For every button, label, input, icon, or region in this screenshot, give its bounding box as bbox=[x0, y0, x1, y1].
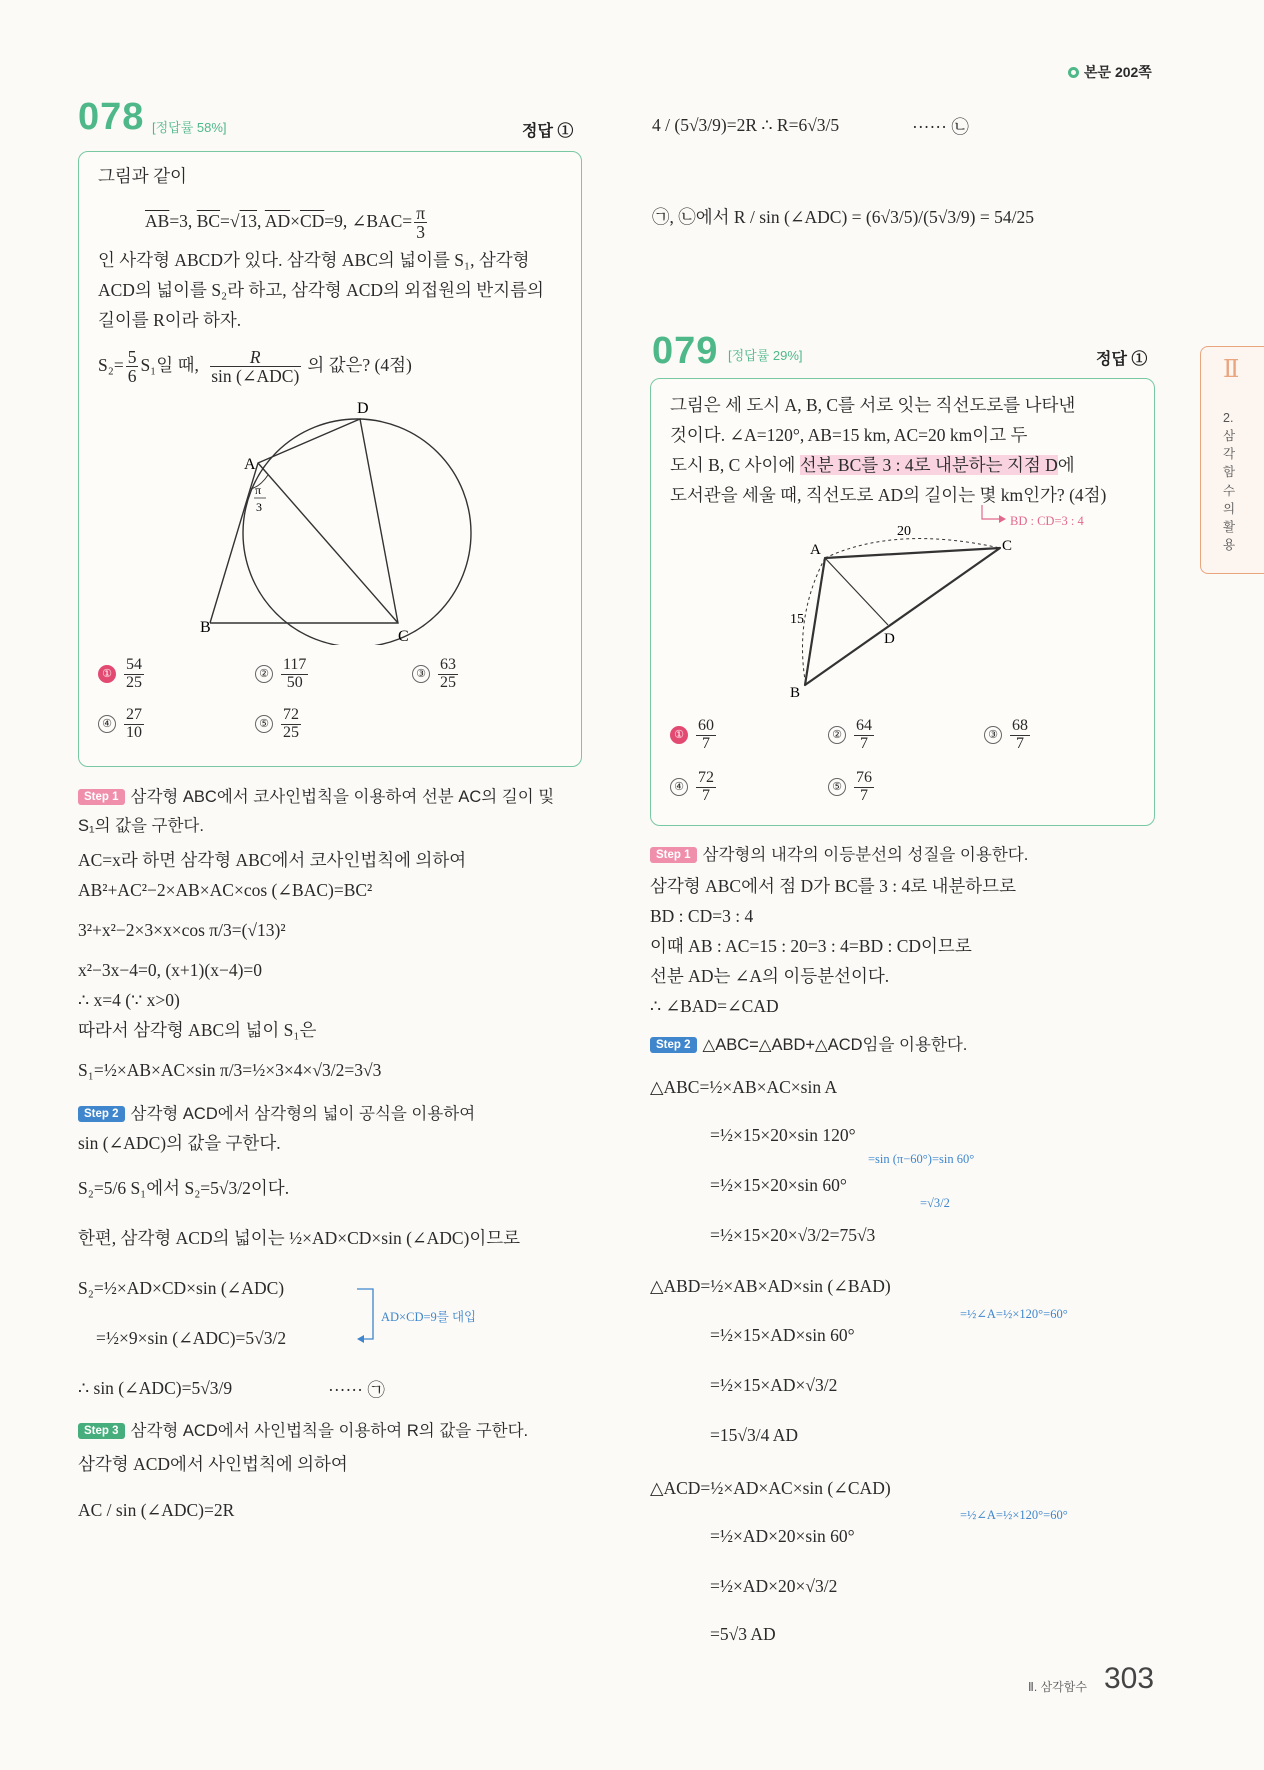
solution-line: ㉠, ㉡에서 R / sin (∠ADC) = (6√3/5)/(5√3/9) = 54/25 bbox=[652, 207, 1034, 227]
solution-line: =½×15×20×√3/2=75√3 bbox=[710, 1225, 876, 1245]
problem-question: S₂= $\frac{5}{6}$ S₁일 때, R sin (∠ADC) 의 값은? (4점) bbox=[98, 347, 412, 387]
quadrilateral-edges bbox=[210, 419, 398, 623]
solution-line: 4 / (5√3/9)=2R ∴ R=6√3/5 bbox=[652, 115, 840, 135]
choice-num: ③ bbox=[412, 665, 430, 683]
step-heading: Step 1 삼각형 ABC에서 코사인법칙을 이용하여 선분 AC의 길이 및 bbox=[78, 786, 554, 808]
choice-2[interactable]: ② 117 50 bbox=[255, 657, 310, 692]
solution-line: 한편, 삼각형 ACD의 넓이는 ½×AD×CD×sin (∠ADC)이므로 bbox=[78, 1228, 521, 1248]
label-ac: 20 bbox=[897, 524, 911, 539]
choice-num: ⑤ bbox=[255, 715, 273, 733]
segment-ad bbox=[825, 558, 888, 625]
chapter-title: 2. 삼각함수의 활용 bbox=[1223, 411, 1236, 552]
solution-line: ∴ ∠BAD=∠CAD bbox=[650, 996, 779, 1016]
choice-num: ⑤ bbox=[828, 778, 846, 796]
quadrilateral-figure bbox=[190, 395, 480, 645]
choice-num: ② bbox=[255, 665, 273, 683]
solution-line: S₂=½×AD×CD×sin (∠ADC) bbox=[78, 1278, 285, 1298]
choice-num: ① bbox=[98, 665, 116, 683]
choice-num: ④ bbox=[98, 715, 116, 733]
choice-4[interactable]: ④ 72 7 bbox=[670, 770, 718, 805]
problem-intro: 그림과 같이 bbox=[98, 166, 187, 186]
annotation-note: =½∠A=½×120°=60° bbox=[960, 1508, 1068, 1522]
choice-5[interactable]: ⑤ 72 25 bbox=[255, 707, 303, 742]
label-c: C bbox=[398, 628, 409, 645]
circumcircle bbox=[243, 419, 471, 645]
angle-label-den: 3 bbox=[256, 500, 262, 514]
solution-line: =½×9×sin (∠ADC)=5√3/2 bbox=[96, 1328, 287, 1348]
problem-text: 도서관을 세울 때, 직선도로 AD의 길이는 몇 km인가? (4점) bbox=[670, 485, 1107, 505]
solution-line: =½×15×AD×sin 60° bbox=[710, 1325, 855, 1345]
solution-line: 따라서 삼각형 ABC의 넓이 S₁은 bbox=[78, 1020, 317, 1040]
dashed-arc-top bbox=[825, 539, 1000, 558]
chapter-tab[interactable] bbox=[1200, 346, 1264, 574]
step-desc: sin (∠ADC)의 값을 구한다. bbox=[78, 1133, 281, 1153]
solution-line: =½×15×AD×√3/2 bbox=[710, 1375, 838, 1395]
problem-text: 인 사각형 ABCD가 있다. 삼각형 ABC의 넓이를 S₁, 삼각형 bbox=[98, 250, 530, 270]
footer-section: Ⅱ. 삼각함수 bbox=[1028, 1680, 1087, 1694]
label-a: A bbox=[810, 542, 821, 558]
problem-text: 길이를 R이라 하자. bbox=[98, 310, 242, 330]
step-badge: Step 1 bbox=[78, 789, 125, 805]
equation-mark: ······ ㉠ bbox=[328, 1380, 385, 1400]
chapter-roman: Ⅱ bbox=[1223, 357, 1240, 383]
problem-number: 078 bbox=[78, 96, 145, 138]
diagonal-ac bbox=[258, 463, 398, 623]
page-number: 303 bbox=[1104, 1662, 1155, 1695]
page-link-label: 본문 202쪽 bbox=[1084, 64, 1152, 80]
step-badge: Step 2 bbox=[78, 1106, 125, 1122]
problem-text: 도시 B, C 사이에 선분 BC를 3 : 4로 내분하는 지점 D에 bbox=[670, 455, 1075, 475]
solution-line: △ABD=½×AB×AD×sin (∠BAD) bbox=[650, 1276, 891, 1296]
label-b: B bbox=[790, 685, 801, 700]
step-heading: Step 2 삼각형 ACD에서 삼각형의 넓이 공식을 이용하여 bbox=[78, 1103, 475, 1125]
label-d: D bbox=[357, 400, 369, 417]
label-b: B bbox=[200, 619, 211, 636]
choice-4[interactable]: ④ 27 10 bbox=[98, 707, 146, 742]
problem-text: 것이다. ∠A=120°, AB=15 km, AC=20 km이고 두 bbox=[670, 425, 1028, 445]
label-d: D bbox=[884, 631, 895, 647]
solution-line: =½×15×20×sin 120° bbox=[710, 1125, 856, 1145]
solution-line: =15√3/4 AD bbox=[710, 1425, 799, 1445]
label-c: C bbox=[1002, 538, 1013, 554]
solution-line: =½×AD×20×√3/2 bbox=[710, 1576, 838, 1596]
choice-2[interactable]: ② 64 7 bbox=[828, 718, 876, 753]
solution-line: x²−3x−4=0, (x+1)(x−4)=0 bbox=[78, 960, 263, 980]
step-desc: S₁의 값을 구한다. bbox=[78, 817, 204, 835]
step-badge: Step 1 bbox=[650, 847, 697, 863]
annotation-note: =√3/2 bbox=[920, 1196, 950, 1210]
annotation-note: =½∠A=½×120°=60° bbox=[960, 1307, 1068, 1321]
solution-line: =½×15×20×sin 60° bbox=[710, 1175, 847, 1195]
step-heading: Step 3 삼각형 ACD에서 사인법칙을 이용하여 R의 값을 구한다. bbox=[78, 1420, 528, 1442]
page-link[interactable] bbox=[1068, 62, 1152, 82]
step-heading: Step 2 △ABC=△ABD+△ACD임을 이용한다. bbox=[650, 1034, 967, 1056]
answer-label: 정답 ① bbox=[522, 123, 574, 140]
problem-text: 그림은 세 도시 A, B, C를 서로 잇는 직선도로를 나타낸 bbox=[670, 395, 1076, 415]
correct-rate: [정답률 29%] bbox=[728, 348, 803, 363]
solution-line: AB²+AC²−2×AB×AC×cos (∠BAC)=BC² bbox=[78, 880, 373, 900]
problem-number: 079 bbox=[652, 330, 719, 372]
choice-num: ③ bbox=[984, 726, 1002, 744]
label-a: A bbox=[244, 456, 256, 473]
correct-rate: [정답률 58%] bbox=[152, 120, 227, 135]
solution-line: ∴ x=4 (∵ x>0) bbox=[78, 990, 180, 1010]
label-ab: 15 bbox=[790, 612, 804, 627]
solution-line: ∴ sin (∠ADC)=5√3/9 bbox=[78, 1378, 233, 1398]
solution-line: 삼각형 ABC에서 점 D가 BC를 3 : 4로 내분하므로 bbox=[650, 876, 1016, 896]
choice-1[interactable]: ① 54 25 bbox=[98, 657, 146, 692]
circle-bullet-icon bbox=[1068, 67, 1079, 78]
bracket-arrow bbox=[355, 1285, 381, 1345]
solution-line: S₂=5/6 S₁에서 S₂=5√3/2이다. bbox=[78, 1178, 290, 1198]
step-heading: Step 1 삼각형의 내각의 이등분선의 성질을 이용한다. bbox=[650, 844, 1028, 866]
solution-line: 이때 AB : AC=15 : 20=3 : 4=BD : CD이므로 bbox=[650, 936, 972, 956]
solution-line: S₁=½×AB×AC×sin π/3=½×3×4×√3/2=3√3 bbox=[78, 1060, 382, 1080]
equation-mark: ······ ㉡ bbox=[912, 117, 969, 137]
solution-line: 선분 AD는 ∠A의 이등분선이다. bbox=[650, 966, 890, 986]
solution-line: AC=x라 하면 삼각형 ABC에서 코사인법칙에 의하여 bbox=[78, 850, 467, 870]
hint-note: BD : CD=3 : 4 bbox=[1010, 514, 1084, 528]
choice-5[interactable]: ⑤ 76 7 bbox=[828, 770, 876, 805]
solution-line: 삼각형 ACD에서 사인법칙에 의하여 bbox=[78, 1454, 348, 1474]
solution-line: △ACD=½×AD×AC×sin (∠CAD) bbox=[650, 1478, 891, 1498]
choice-3[interactable]: ③ 63 25 bbox=[412, 657, 460, 692]
solution-line: =5√3 AD bbox=[710, 1624, 776, 1644]
solution-line: =½×AD×20×sin 60° bbox=[710, 1526, 855, 1546]
choice-num: ① bbox=[670, 726, 688, 744]
choice-num: ④ bbox=[670, 778, 688, 796]
choice-3[interactable]: ③ 68 7 bbox=[984, 718, 1032, 753]
annotation-note: AD×CD=9를 대입 bbox=[381, 1310, 477, 1324]
problem-condition: $\overline{AB}=3$, $\overline{BC}=√13$, $\overline{AD}\times\overline{CD}=9$, ∠BAC= $\frac{\pi}{3}$ bbox=[145, 203, 426, 243]
step-badge: Step 3 bbox=[78, 1423, 125, 1439]
triangle-figure bbox=[780, 520, 1030, 700]
choice-1[interactable]: ① 60 7 bbox=[670, 718, 718, 753]
step-badge: Step 2 bbox=[650, 1037, 697, 1053]
problem-text: ACD의 넓이를 S₂라 하고, 삼각형 ACD의 외접원의 반지름의 bbox=[98, 280, 544, 300]
highlight: 선분 BC를 3 : 4로 내분하는 지점 D bbox=[799, 455, 1058, 475]
angle-label-num: π bbox=[255, 483, 262, 497]
annotation-note: =sin (π−60°)=sin 60° bbox=[868, 1152, 975, 1166]
solution-line: △ABC=½×AB×AC×sin A bbox=[650, 1077, 838, 1097]
solution-line: 3²+x²−2×3×x×cos π/3=(√13)² bbox=[78, 920, 286, 940]
choice-num: ② bbox=[828, 726, 846, 744]
solution-line: AC / sin (∠ADC)=2R bbox=[78, 1500, 235, 1520]
solution-line: BD : CD=3 : 4 bbox=[650, 906, 754, 926]
answer-label: 정답 ① bbox=[1096, 351, 1148, 368]
